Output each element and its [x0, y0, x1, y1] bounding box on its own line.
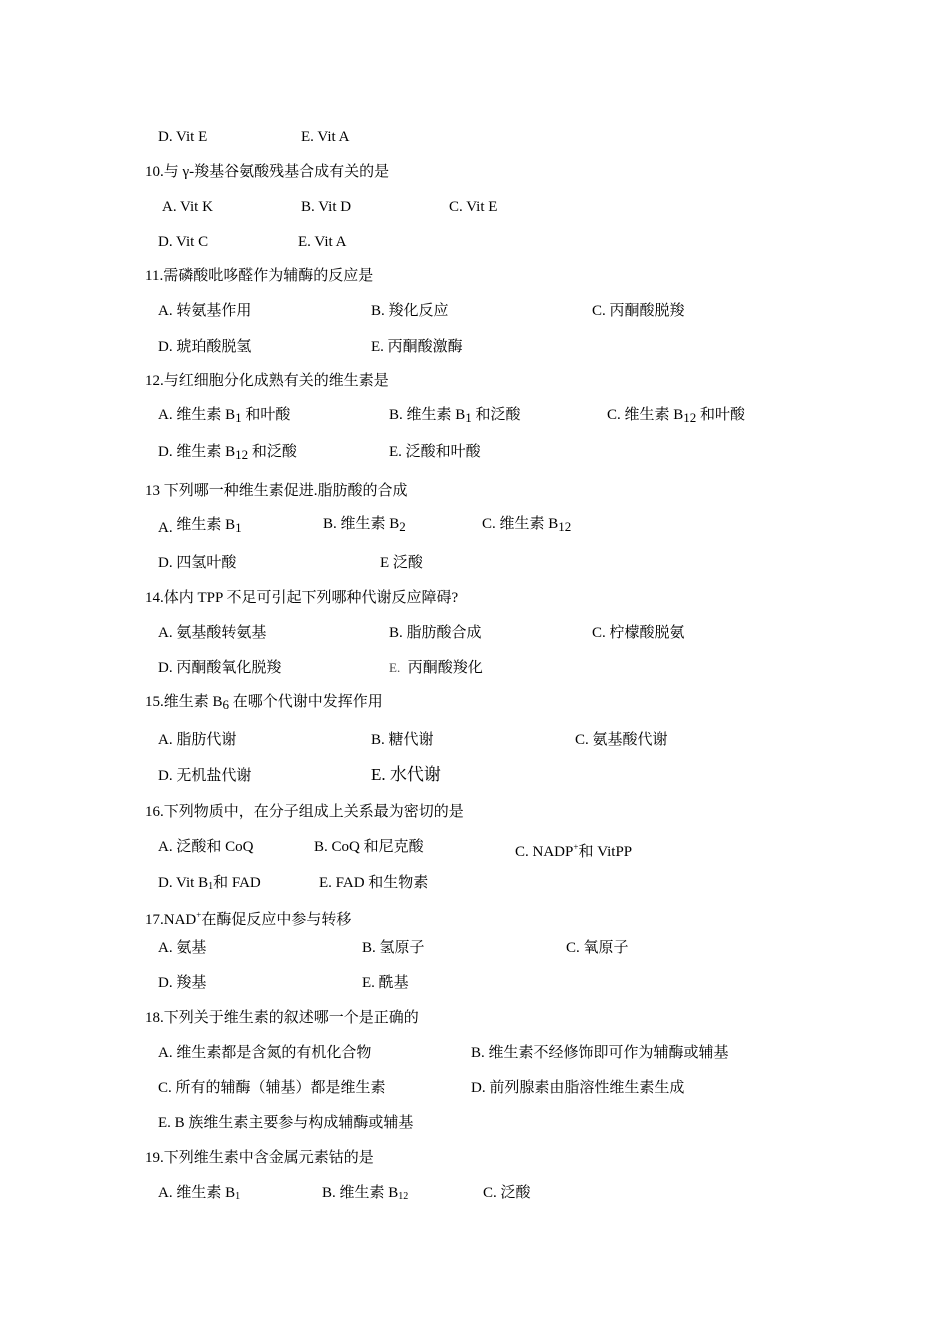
option-a: A. Vit K: [162, 199, 213, 215]
question-stem: 19.下列维生素中含金属元素钴的是: [145, 1150, 374, 1166]
option-a: A. 维生素 B1: [158, 517, 242, 536]
option-a: A. 维生素 B1 和叶酸: [158, 407, 291, 425]
option-d: D. 无机盐代谢: [158, 768, 252, 784]
option-b: B. 脂肪酸合成: [389, 625, 482, 641]
option-a: A. 维生素 $B_1$: [158, 1185, 241, 1202]
option-c: C. Vit E: [449, 199, 498, 215]
option-c: C. 泛酸: [483, 1185, 531, 1201]
option-c: C. 所有的辅酶（辅基）都是维生素: [158, 1080, 386, 1096]
option-b: B. 维生素 $B_{12}$: [322, 1185, 409, 1202]
question-stem: 17.NAD+在酶促反应中参与转移: [145, 910, 352, 928]
option-a: A. 脂肪代谢: [158, 732, 237, 748]
option-a: A. 泛酸和 CoQ: [158, 839, 254, 855]
option-c: C. NADP+和 VitPP: [515, 842, 633, 860]
option-e: E. 水代谢: [371, 765, 441, 784]
option-d: D. Vit E: [158, 129, 208, 145]
option-c: C. 维生素 B12: [482, 516, 572, 534]
option-b: B. 氢原子: [362, 940, 425, 956]
option-a: A. 维生素都是含氮的有机化合物: [158, 1045, 372, 1061]
question-stem: 16.下列物质中，在分子组成上关系最为密切的是: [145, 804, 464, 820]
option-e: E. 酰基: [362, 975, 409, 991]
option-e: E. FAD 和生物素: [319, 875, 429, 891]
option-d: D. 四氢叶酸: [158, 555, 237, 571]
question-stem: 14.体内 TPP 不足可引起下列哪种代谢反应障碍?: [145, 590, 459, 606]
question-stem: 10.与 γ-羧基谷氨酸残基合成有关的是: [145, 164, 390, 180]
option-a: A. 氨基: [158, 940, 207, 956]
option-c: C. 维生素 B12 和叶酸: [607, 407, 746, 425]
question-stem: 12.与红细胞分化成熟有关的维生素是: [145, 373, 389, 389]
option-b: B. CoQ 和尼克酸: [314, 839, 424, 855]
question-stem: 15.维生素 B6 在哪个代谢中发挥作用: [145, 694, 383, 712]
option-e: E. B 族维生素主要参与构成辅酶或辅基: [158, 1115, 414, 1131]
option-d: D. Vit C: [158, 234, 209, 250]
option-b: B. 羧化反应: [371, 303, 449, 319]
question-stem: 18.下列关于维生素的叙述哪一个是正确的: [145, 1010, 419, 1026]
option-a: A. 转氨基作用: [158, 303, 252, 319]
option-d: D. Vit $B_1$和 FAD: [158, 875, 261, 892]
option-b: B. 维生素 B1 和泛酸: [389, 407, 521, 425]
option-c: C. 丙酮酸脱羧: [592, 303, 685, 319]
option-d: D. 羧基: [158, 975, 207, 991]
option-e: E. Vit A: [301, 129, 350, 145]
option-e: E. Vit A: [298, 234, 347, 250]
option-b: B. 糖代谢: [371, 732, 434, 748]
option-e: E. 丙酮酸激酶: [371, 339, 463, 355]
option-e: E 泛酸: [380, 555, 423, 571]
question-stem: 11.需磷酸吡哆醛作为辅酶的反应是: [145, 268, 374, 284]
option-b: B. 维生素 B2: [323, 516, 406, 534]
option-e: E. 泛酸和叶酸: [389, 444, 481, 460]
option-c: C. 氨基酸代谢: [575, 732, 668, 748]
option-d: D. 琥珀酸脱氢: [158, 339, 252, 355]
question-stem: 13 下列哪一种维生素促进.脂肪酸的合成: [145, 483, 408, 499]
option-d: D. 维生素 B12 和泛酸: [158, 444, 297, 462]
option-a: A. 氨基酸转氨基: [158, 625, 267, 641]
option-b: B. 维生素不经修饰即可作为辅酶或辅基: [471, 1045, 729, 1061]
option-b: B. Vit D: [301, 199, 352, 215]
option-d: D. 丙酮酸氧化脱羧: [158, 660, 282, 676]
option-e: E. 丙酮酸羧化: [389, 660, 483, 676]
option-c: C. 柠檬酸脱氨: [592, 625, 685, 641]
option-d: D. 前列腺素由脂溶性维生素生成: [471, 1080, 685, 1096]
option-c: C. 氧原子: [566, 940, 629, 956]
